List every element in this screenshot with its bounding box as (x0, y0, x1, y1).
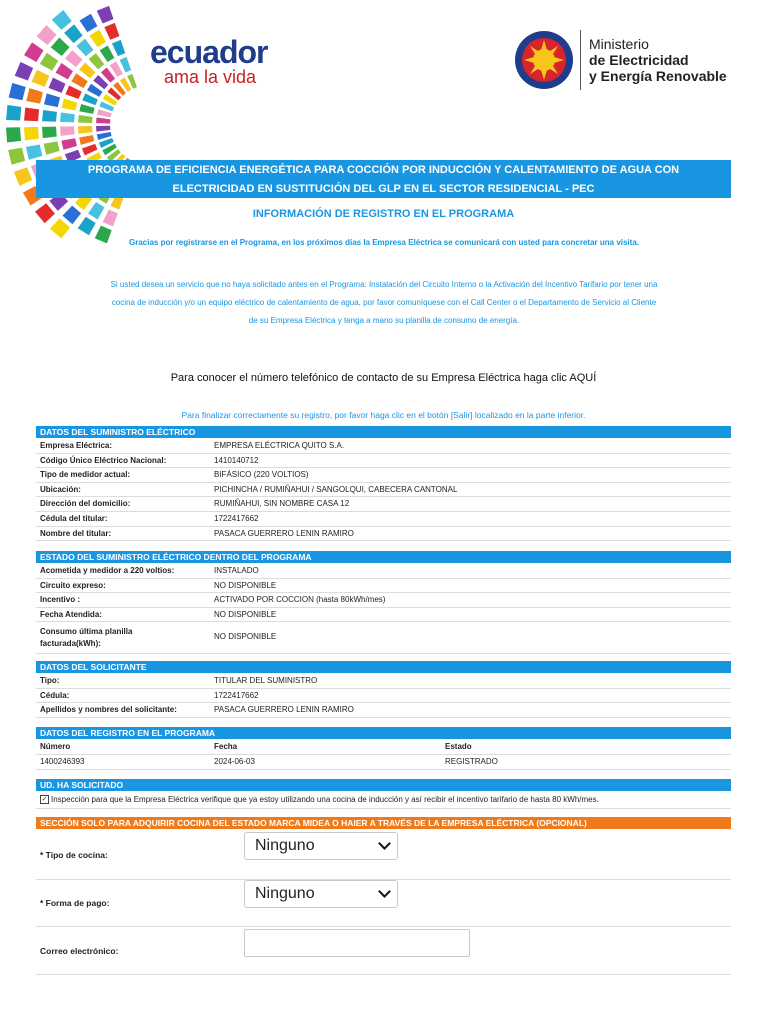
ministry-divider (580, 30, 581, 90)
ray-segment (26, 144, 42, 159)
ray-segment (24, 42, 43, 62)
ray-segment (100, 46, 115, 62)
table-row (36, 674, 731, 689)
ministry-line2: de Electricidad (589, 52, 689, 68)
ray-segment (82, 144, 98, 156)
sun-seal-icon (514, 30, 574, 90)
row-key: Circuito expreso: (40, 580, 106, 590)
table-row (36, 454, 731, 469)
ray-segment (14, 167, 32, 186)
requested-item (36, 793, 731, 809)
ray-segment (42, 110, 57, 122)
row-value: PASACA GUERRERO LENIN RAMIRO (214, 528, 354, 538)
correo-label: Correo electrónico: (40, 946, 119, 956)
banner-line2: ELECTRICIDAD EN SUSTITUCIÓN DEL GLP EN EL SECTOR RESIDENCIAL - PEC (172, 183, 595, 195)
row-key-line1: Consumo última planilla (40, 627, 133, 636)
row-key: Código Único Eléctrico Nacional: (40, 455, 167, 465)
row-value: ACTIVADO POR COCCION (hasta 80kWh/mes) (214, 595, 386, 605)
table-row (36, 564, 731, 579)
table-row (36, 512, 731, 527)
row-value: NO DISPONIBLE (214, 632, 277, 641)
table-row (36, 439, 731, 454)
ray-segment (79, 135, 94, 145)
row-key: Tipo: (40, 676, 60, 685)
ray-segment (44, 141, 60, 154)
ray-segment (96, 117, 110, 123)
info-paragraph: Si usted desea un servicio que no haya solicitado antes en el Programa: Instalación del Circuito Interno o la Activación del Incentivo Tarifario por tener una cocina de inducción y/o un equipo eléctrico de calentamiento de agua, por favor comuníquese con el Call Center o el Departamento de Servicio al Cliente de su Empresa Eléctrica y tenga a mano su planilla de consumo de energía. (110, 280, 658, 325)
registro-numero: 1400246393 (40, 757, 85, 766)
row-value: 1722417662 (214, 514, 259, 523)
divider (36, 926, 731, 927)
ray-segment (56, 63, 73, 79)
ecuador-logo (150, 36, 267, 86)
table-row (36, 703, 731, 718)
ministry-logo (514, 30, 727, 90)
ray-segment (96, 126, 110, 132)
row-key: Fecha Atendida: (40, 609, 102, 619)
ray-segment (76, 39, 93, 57)
ray-segment (97, 132, 112, 140)
row-value: RUMIÑAHUI, SIN NOMBRE CASA 12 (214, 499, 350, 509)
ray-segment (40, 53, 58, 71)
col-fecha: Fecha (214, 742, 238, 751)
ray-segment (51, 37, 70, 56)
table-row (36, 689, 731, 704)
banner-line1: PROGRAMA DE EFICIENCIA ENERGÉTICA PARA COCCIÓN POR INDUCCIÓN Y CALENTAMIENTO DE AGUA CON (87, 164, 680, 176)
table-row (36, 623, 731, 654)
row-value: PASACA GUERRERO LENIN RAMIRO (214, 705, 354, 715)
ray-segment (120, 57, 132, 73)
brand-slogan: ama la vida (164, 67, 257, 87)
row-value: 1410140712 (214, 455, 259, 465)
checkbox-checked[interactable]: ✓ (41, 796, 48, 803)
tipo-cocina-label: * Tipo de cocina: (40, 850, 108, 860)
ray-segment (78, 115, 93, 123)
table-row (36, 579, 731, 594)
table-row (36, 527, 731, 542)
section-header-solicitante: DATOS DEL SOLICITANTE (36, 661, 731, 673)
divider (36, 974, 731, 975)
row-value: NO DISPONIBLE (214, 580, 277, 590)
ray-segment (71, 73, 87, 88)
table-row (36, 483, 731, 498)
row-key: Acometida y medidor a 220 voltios: (40, 566, 175, 575)
ray-segment (8, 148, 25, 165)
table-row (36, 593, 731, 608)
ministry-line1: Ministerio (589, 36, 649, 52)
registro-estado: REGISTRADO (445, 757, 498, 766)
row-key: Empresa Eléctrica: (40, 441, 113, 450)
row-key: Incentivo : (40, 595, 81, 605)
ray-segment (104, 23, 119, 40)
ministry-line3: y Energía Renovable (589, 68, 727, 84)
ray-segment (24, 127, 39, 140)
ray-segment (79, 62, 95, 78)
ray-segment (82, 93, 98, 105)
ray-segment (37, 25, 57, 45)
row-key: Cédula: (40, 690, 70, 700)
finish-instruction: Para finalizar correctamente su registro, por favor haga clic en el botón [Salir] localizado en la parte inferior. (181, 410, 586, 420)
row-key-line2: facturada(kWh): (40, 639, 101, 648)
ray-segment (52, 10, 72, 30)
row-key: Dirección del domicilio: (40, 499, 131, 509)
ministry-name (589, 36, 727, 84)
registro-fecha: 2024-06-03 (214, 757, 255, 766)
ray-segment (32, 70, 50, 87)
ray-segment (65, 86, 81, 99)
col-numero: Número (40, 742, 71, 751)
phone-link[interactable]: Para conocer el número telefónico de contacto de su Empresa Eléctrica haga clic AQUÍ (170, 372, 597, 384)
ray-segment (50, 219, 70, 239)
row-value: 1722417662 (214, 690, 259, 700)
row-value: NO DISPONIBLE (214, 609, 277, 619)
ray-segment (6, 105, 21, 121)
row-key: Nombre del titular: (40, 528, 112, 538)
ray-segment (97, 6, 114, 24)
ray-segment (9, 83, 26, 100)
ray-segment (64, 24, 83, 43)
ray-segment (26, 88, 43, 103)
forma-pago-select[interactable] (244, 880, 398, 908)
tipo-cocina-select[interactable] (244, 832, 398, 860)
row-key: Cédula del titular: (40, 514, 108, 523)
ray-segment (78, 126, 92, 134)
ray-segment (60, 112, 75, 122)
ray-segment (24, 107, 39, 121)
section-header-estado: ESTADO DEL SUMINISTRO ELÉCTRICO DENTRO DEL PROGRAMA (36, 551, 731, 563)
ray-segment (97, 109, 112, 117)
ray-segment (62, 99, 78, 111)
ray-segment (44, 93, 60, 107)
program-banner (36, 160, 731, 198)
row-value: TITULAR DEL SUMINISTRO (214, 676, 318, 685)
tipo-cocina-value: Ninguno (255, 837, 315, 854)
ray-segment (89, 53, 105, 69)
row-key: Apellidos y nombres del solicitante: (40, 705, 177, 715)
page-header (0, 0, 768, 160)
table-row (36, 468, 731, 483)
forma-pago-label: * Forma de pago: (40, 898, 110, 908)
chevron-down-icon (378, 837, 391, 850)
row-key: Ubicación: (40, 484, 81, 494)
row-value: PICHINCHA / RUMIÑAHUI / SANGOLQUI, CABECERA CANTONAL (214, 484, 458, 494)
page-title: INFORMACIÓN DE REGISTRO EN EL PROGRAMA (252, 208, 515, 220)
forma-pago-value: Ninguno (255, 885, 315, 902)
section-header-solicitado: UD. HA SOLICITADO (36, 779, 731, 791)
section-header-suministro: DATOS DEL SUMINISTRO ELÉCTRICO (36, 426, 731, 438)
requested-text: Inspección para que la Empresa Eléctrica verifique que ya estoy utilizando una cocina de inducción y así recibir el incentivo tarifario de hasta 80 kWh/mes. (51, 795, 599, 804)
table-row (36, 497, 731, 512)
thanks-paragraph: Gracias por registrarse en el Programa, en los próximos días la Empresa Eléctrica se comunicará con usted para concretar una visita. (129, 238, 639, 247)
row-key: Tipo de medidor actual: (40, 470, 131, 480)
section-header-registro: DATOS DEL REGISTRO EN EL PROGRAMA (36, 727, 731, 739)
section-header-cocina: SECCIÓN SOLO PARA ADQUIRIR COCINA DEL ESTADO MARCA MIDEA O HAIER A TRAVÉS DE LA EMPRESA ELÉCTRICA (OPCIONAL) (36, 817, 731, 829)
table-row (36, 755, 731, 770)
correo-input[interactable] (244, 929, 470, 957)
ray-segment (80, 14, 98, 32)
ray-segment (61, 138, 77, 150)
registro-header-row (36, 740, 731, 755)
ray-segment (112, 40, 125, 56)
row-value: BIFÁSICO (220 VOLTIOS) (214, 470, 309, 480)
ray-segment (42, 127, 57, 139)
ray-segment (49, 78, 66, 93)
ray-segment (60, 126, 75, 136)
chevron-down-icon (378, 885, 391, 898)
ray-segment (79, 104, 94, 114)
table-row (36, 608, 731, 623)
ray-segment (15, 62, 33, 81)
row-value: INSTALADO (214, 566, 259, 575)
col-estado: Estado (445, 742, 472, 751)
row-value: EMPRESA ELÉCTRICA QUITO S.A. (214, 441, 345, 450)
ray-segment (6, 127, 21, 142)
ray-segment (65, 50, 82, 67)
brand-word: ecuador (150, 34, 268, 70)
row-key (40, 626, 132, 650)
ray-segment (90, 30, 106, 47)
